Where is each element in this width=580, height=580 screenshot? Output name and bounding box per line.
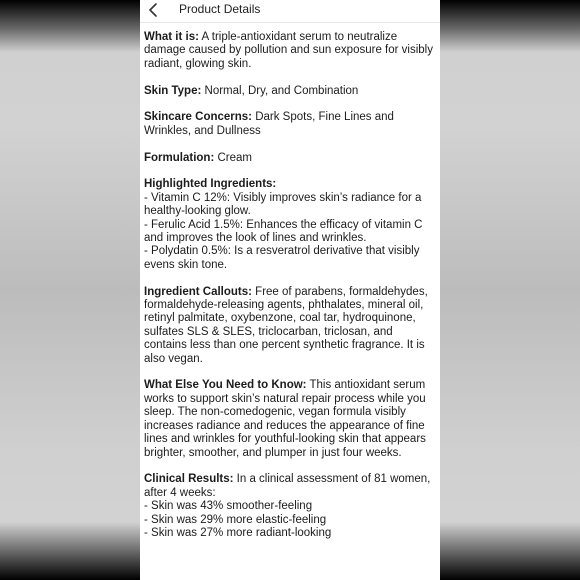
- ingredient-item: - Polydatin 0.5%: Is a resveratrol derivative that visibly evens skin tone.: [144, 245, 420, 271]
- highlighted-ingredients-section: [144, 178, 437, 272]
- product-description: [144, 31, 437, 554]
- clinical-result-item: - Skin was 29% more elastic-feeling: [144, 513, 327, 526]
- formulation-text: Cream: [214, 151, 252, 164]
- background-left: [0, 0, 140, 580]
- skincare-concerns-section: [144, 111, 437, 138]
- ingredient-callouts-section: [144, 286, 437, 366]
- formulation-section: [144, 152, 437, 165]
- clinical-results-text: In a clinical assessment of 81 women, after 4 weeks:: [144, 473, 431, 499]
- what-else-text: This antioxidant serum works to support skin’s natural repair process while you sleep. The non-comedogenic, vegan formula visibly increases radiance and reduces the appearance of fine lines and wrinkles for youthful-looking skin that appears brighter, smoother, and plumper in just four weeks.: [144, 379, 426, 459]
- skin-type-section: [144, 85, 437, 98]
- skincare-concerns-label: Skincare Concerns:: [144, 111, 253, 124]
- ingredient-item: - Vitamin C 12%: Visibly improves skin’s radiance for a healthy-looking glow.: [144, 191, 422, 218]
- what-it-is-label: What it is:: [144, 31, 199, 43]
- clinical-result-item: - Skin was 43% smoother-feeling: [144, 500, 313, 513]
- what-it-is-section: [144, 31, 437, 71]
- clinical-result-item: - Skin was 27% more radiant-looking: [144, 526, 332, 539]
- skin-type-label: Skin Type:: [144, 84, 202, 97]
- product-details-screen: [140, 0, 440, 580]
- what-else-section: [144, 379, 437, 459]
- formulation-label: Formulation:: [144, 151, 215, 164]
- what-it-is-text: A triple-antioxidant serum to neutralize damage caused by pollution and sun exposure for visibly radiant, glowing skin.: [144, 31, 433, 70]
- ingredient-callouts-text: Free of parabens, formaldehydes, formaldehyde-releasing agents, phthalates, mineral oil, retinyl palmitate, oxybenzone, coal tar, hydroquinone, sulfates SLS & SLES, triclocarban, triclosan, and contains less than one percent synthetic fragrance. It is also vegan.: [144, 285, 428, 365]
- what-else-label: What Else You Need to Know:: [144, 379, 307, 392]
- top-bar: [140, 0, 440, 23]
- ingredient-callouts-label: Ingredient Callouts:: [144, 285, 252, 298]
- page-title: Product Details: [179, 2, 261, 16]
- back-button[interactable]: [146, 0, 162, 20]
- chevron-left-icon: [146, 0, 162, 20]
- highlighted-ingredients-label: Highlighted Ingredients:: [144, 178, 277, 191]
- clinical-results-label: Clinical Results:: [144, 473, 234, 486]
- background-right: [440, 0, 580, 580]
- skincare-concerns-text: Dark Spots, Fine Lines and Wrinkles, and Dullness: [144, 111, 394, 137]
- ingredient-item: - Ferulic Acid 1.5%: Enhances the efficacy of vitamin C and improves the look of lines and wrinkles.: [144, 218, 423, 245]
- skin-type-text: Normal, Dry, and Combination: [201, 84, 359, 97]
- clinical-results-section: [144, 473, 437, 540]
